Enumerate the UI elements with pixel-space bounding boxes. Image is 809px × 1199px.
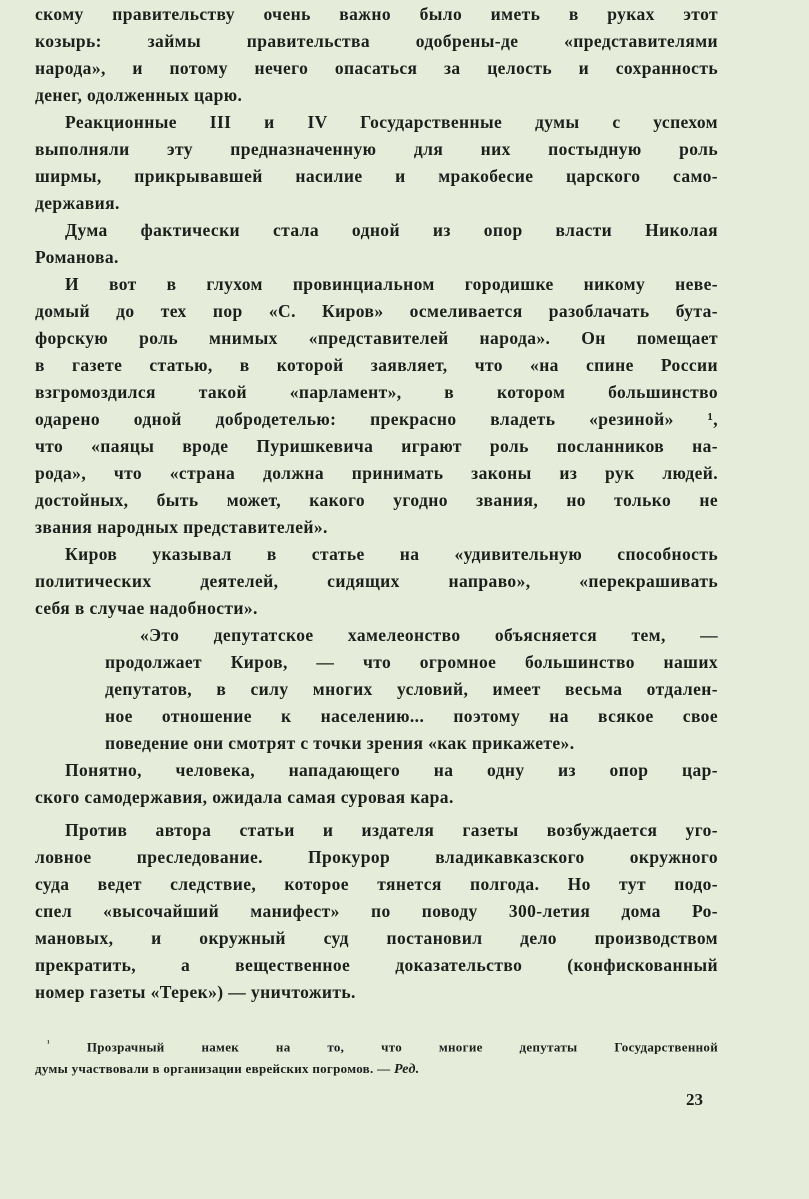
text-line: форскую роль мнимых «представителей народа». Он помещает	[35, 328, 718, 348]
text-line: себя в случае надобности».	[35, 598, 258, 618]
text-line: народа», и потому нечего опасаться за целость и сохранность	[35, 58, 718, 78]
text-line: козырь: займы правительства одобрены-де «представителями	[35, 31, 718, 51]
text-line: Против автора статьи и издателя газеты возбуждается уго-	[65, 820, 718, 840]
text-line: Дума фактически стала одной из опор власти Николая	[65, 220, 718, 240]
page-number: 23	[686, 1090, 703, 1109]
quote-line: «Это депутатское хамелеонство объясняется тем, —	[140, 625, 718, 645]
text-line: ского самодержавия, ожидала самая суровая кара.	[35, 787, 454, 807]
text-line: ловное преследование. Прокурор владикавказского окружного	[35, 847, 718, 867]
text-line: домый до тех пор «С. Киров» осмеливается разоблачать бута-	[35, 301, 718, 321]
text-line: державия.	[35, 193, 120, 213]
footnote-editor: Ред.	[393, 1062, 420, 1077]
text-line: скому правительству очень важно было иметь в руках этот	[35, 4, 718, 24]
text-line: номер газеты «Терек») — уничтожить.	[35, 982, 356, 1002]
footnote	[35, 1030, 718, 1082]
text-line: одарено одной добродетелью: прекрасно владеть «резиной» ¹,	[35, 409, 718, 429]
quote-line: депутатов, в силу многих условий, имеет весьма отдален-	[105, 679, 718, 699]
text-line: И вот в глухом провинциальном городишке никому неве-	[65, 274, 718, 294]
footnote-line: думы участвовали в организации еврейских погромов. —	[35, 1061, 391, 1076]
text-line: Понятно, человека, нападающего на одну из опор цар-	[65, 760, 718, 780]
text-line: прекратить, а вещественное доказательство (конфискованный	[35, 955, 718, 975]
quote-line: продолжает Киров, — что огромное большинство наших	[105, 652, 718, 672]
text-line: суда ведет следствие, которое тянется полгода. Но тут подо-	[35, 874, 718, 894]
text-line: Реакционные III и IV Государственные думы с успехом	[65, 112, 718, 132]
text-line: достойных, быть может, какого угодно звания, но только не	[35, 490, 718, 510]
text-line: Киров указывал в статье на «удивительную способность	[65, 544, 718, 564]
text-line: спел «высочайший манифест» по поводу 300-летия дома Ро-	[35, 901, 718, 921]
text-line: взгромоздился такой «парламент», в котором большинство	[35, 382, 718, 402]
text-line: рода», что «страна должна принимать законы из рук людей.	[35, 463, 718, 483]
quote-line: ное отношение к населению... поэтому на всякое свое	[105, 706, 718, 726]
text-line: Романова.	[35, 247, 119, 267]
text-line: звания народных представителей».	[35, 517, 328, 537]
text-line: денег, одолженных царю.	[35, 85, 243, 105]
text-line: в газете статью, в которой заявляет, что «на спине России	[35, 355, 718, 375]
text-line: выполняли эту предназначенную для них постыдную роль	[35, 139, 718, 159]
text-line: политических деятелей, сидящих направо», «перекрашивать	[35, 571, 718, 591]
body-text	[35, 1, 718, 1006]
footnote-line: Прозрачный намек на то, что многие депутаты Государственной	[86, 1039, 718, 1055]
text-line: мановых, и окружный суд постановил дело производством	[35, 928, 718, 948]
quote-line: поведение они смотрят с точки зрения «как прикажете».	[105, 733, 575, 753]
text-line: ширмы, прикрывавшей насилие и мракобесие царского само-	[35, 166, 718, 186]
text-line: что «паяцы вроде Пуришкевича играют роль посланников на-	[35, 436, 718, 456]
footnote-marker: ¹	[47, 1038, 50, 1048]
